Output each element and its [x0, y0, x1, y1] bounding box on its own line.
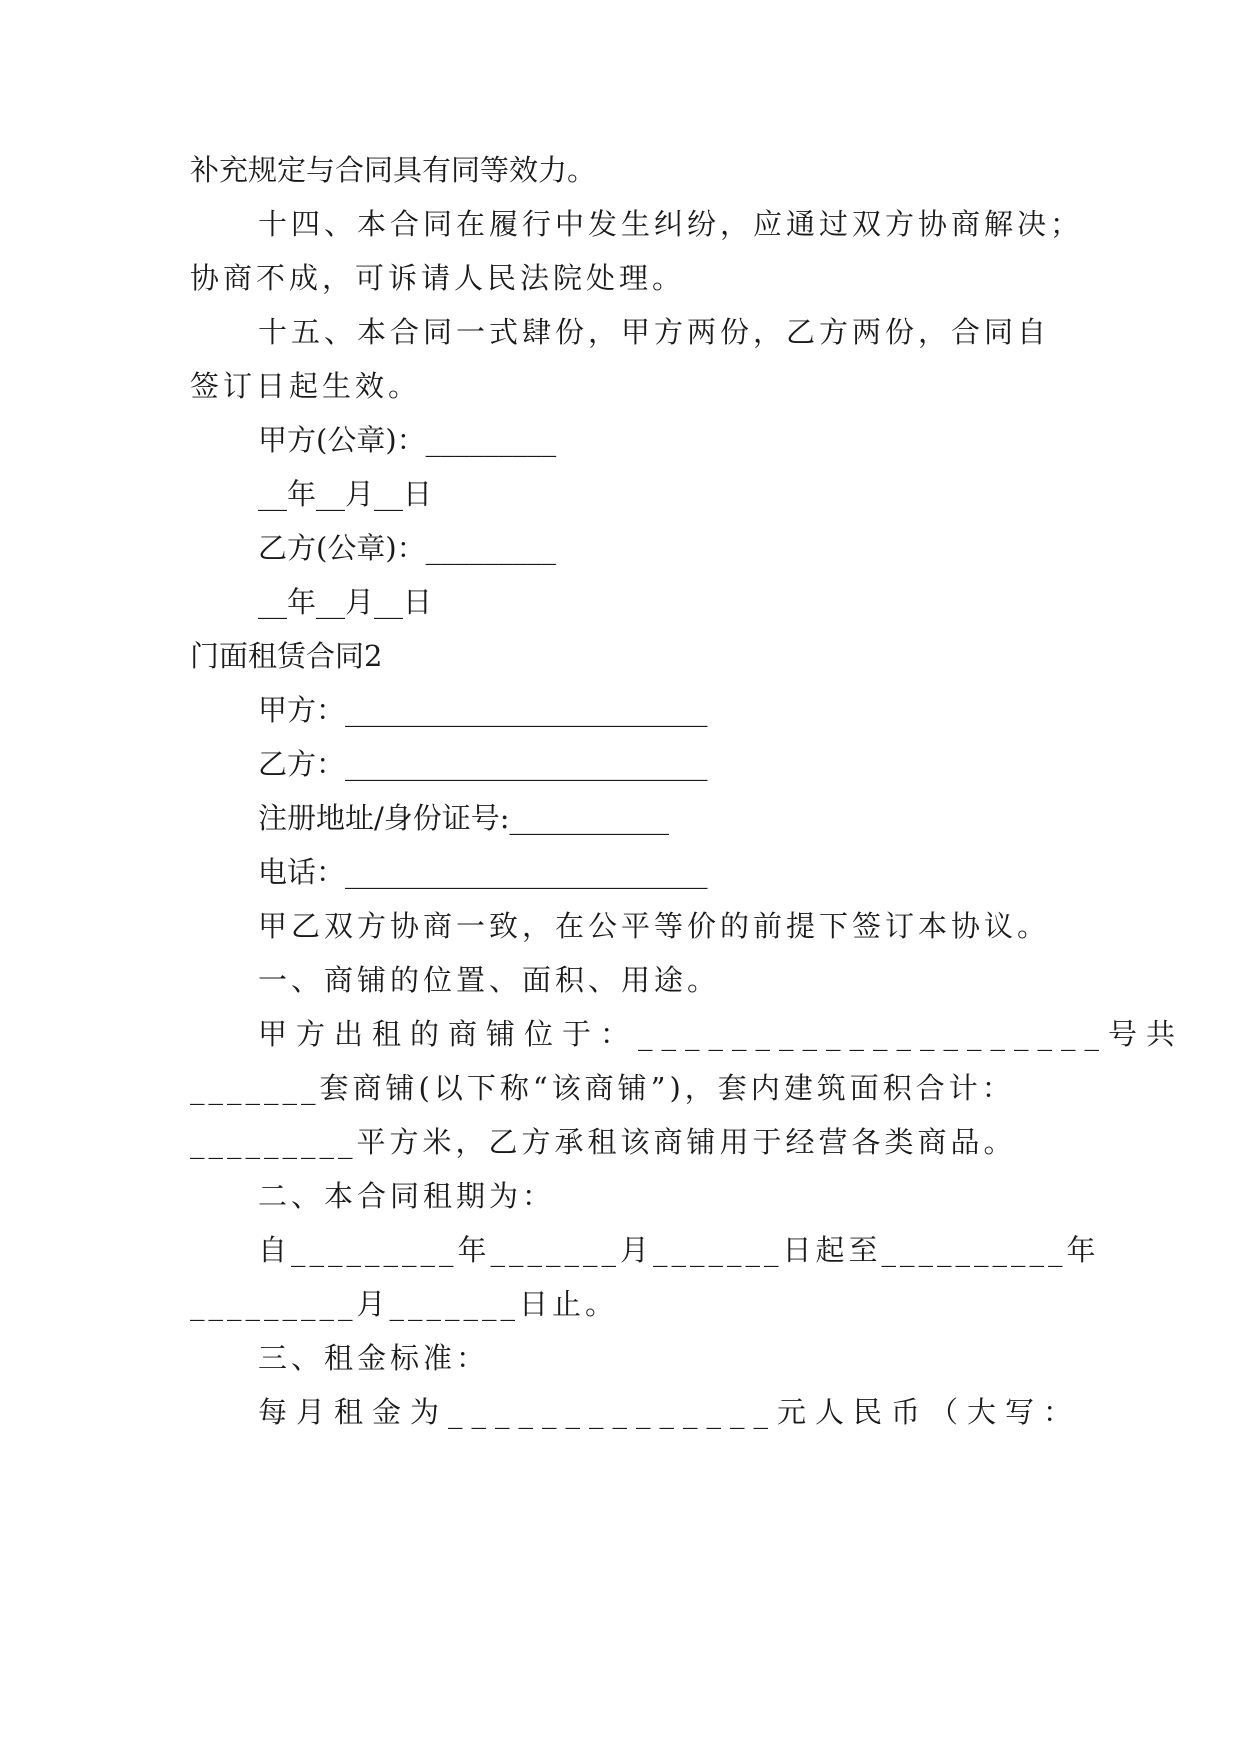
party-b-line: 乙方：_________________________: [258, 747, 708, 781]
party-b-date-line: __年__月__日: [258, 585, 433, 619]
section-1-shop-count: _______套商铺(以下称“该商铺”)，套内建筑面积合计：: [190, 1071, 1015, 1105]
address-id-line: 注册地址/身份证号:___________: [258, 801, 670, 835]
section-1-location: 甲方出租的商铺位于：____________________号共: [258, 1017, 1185, 1051]
party-a-date-line: __年__月__日: [258, 477, 433, 511]
text-line-article-15: 十五、本合同一式肆份，甲方两份，乙方两份，合同自: [258, 315, 1051, 349]
section-3-monthly-rent: 每月租金为______________元人民币（大写：: [258, 1395, 1082, 1429]
section-1-area: _________平方米，乙方承租该商铺用于经营各类商品。: [190, 1125, 1017, 1159]
text-line-article-15-cont: 签订日起生效。: [190, 369, 422, 403]
text-line-article-14: 十四、本合同在履行中发生纠纷，应通过双方协商解决；: [258, 207, 1084, 241]
party-a-seal-line: 甲方(公章)：_________: [258, 423, 557, 457]
section-3-heading: 三、租金标准：: [258, 1341, 490, 1375]
section-2-term-start: 自_________年_______月_______日起至__________年: [258, 1233, 1100, 1267]
contract-title: 门面租赁合同2: [190, 639, 383, 673]
text-line-supplement: 补充规定与合同具有同等效力。: [190, 153, 597, 187]
phone-line: 电话：_________________________: [258, 855, 708, 889]
party-a-line: 甲方：_________________________: [258, 693, 708, 727]
party-b-seal-line: 乙方(公章)：_________: [258, 531, 557, 565]
agreement-intro: 甲乙双方协商一致，在公平等价的前提下签订本协议。: [258, 909, 1051, 943]
section-2-term-end: _________月_______日止。: [190, 1287, 619, 1321]
section-2-heading: 二、本合同租期为：: [258, 1179, 556, 1213]
text-line-article-14-cont: 协商不成，可诉请人民法院处理。: [190, 261, 686, 295]
section-1-heading: 一、商铺的位置、面积、用途。: [258, 963, 721, 997]
